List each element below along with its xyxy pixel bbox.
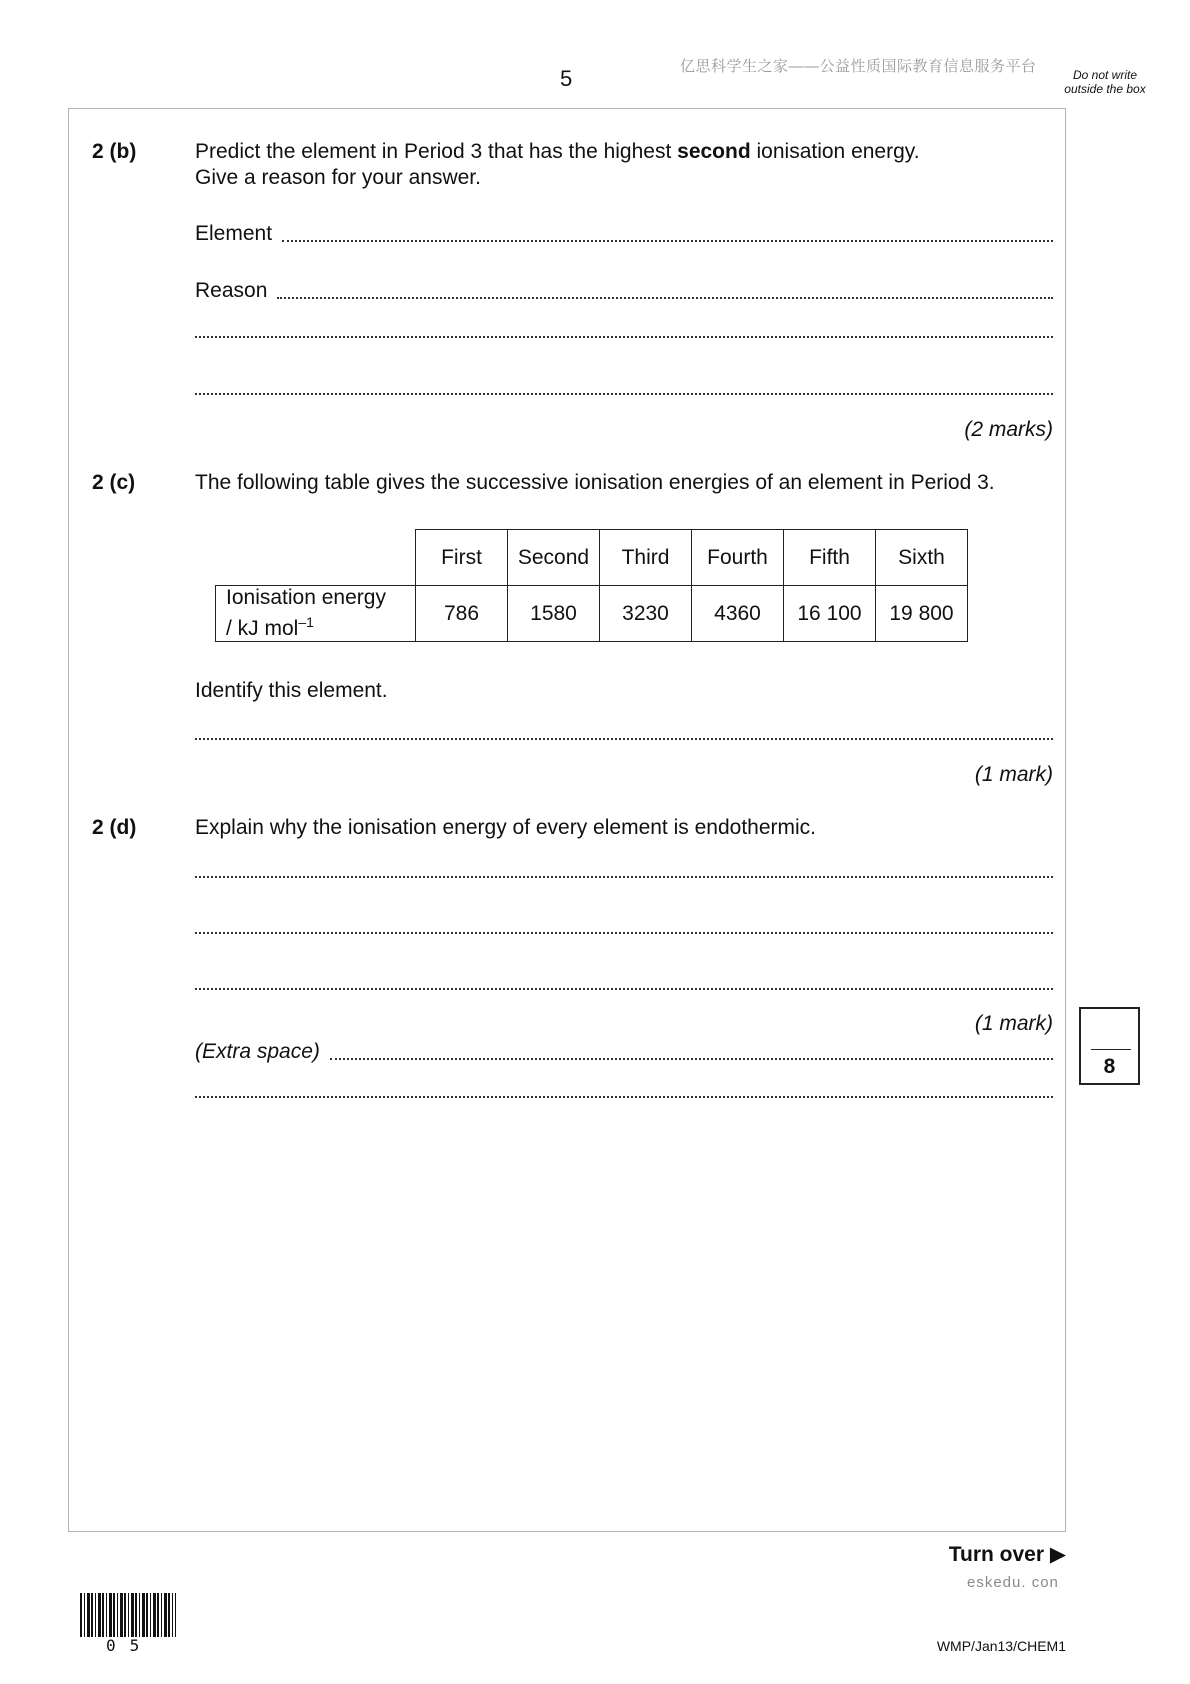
question-2c-prompt: Identify this element. [195,679,388,702]
answer-line[interactable] [195,393,1053,399]
table-header-row [216,530,968,586]
row-label-superscript: –1 [298,614,314,630]
dotted-line [277,297,1053,299]
watermark-text: 亿思科学生之家——公益性质国际教育信息服务平台 [680,58,1037,75]
dotted-line [195,393,1053,395]
site-watermark: eskedu. con [967,1574,1059,1591]
dotted-line [282,240,1053,242]
dotted-line [195,876,1053,878]
element-label: Element [195,222,273,245]
extra-space-line[interactable] [195,1040,1053,1064]
barcode-icon [80,1593,176,1637]
reason-answer-line[interactable] [195,279,1053,303]
question-number-2c: 2 (c) [92,471,136,494]
barcode-number: 05 [106,1636,154,1655]
table-header-cell: Fifth [784,530,876,586]
answer-line[interactable] [195,336,1053,342]
question-2d-text: Explain why the ionisation energy of every element is endothermic. [195,816,816,839]
dotted-line [195,932,1053,934]
answer-line[interactable] [195,1096,1053,1102]
dotted-line [195,988,1053,990]
score-total: 8 [1103,1055,1116,1078]
answer-line[interactable] [195,876,1053,882]
answer-line[interactable] [195,988,1053,994]
table-corner-cell [216,530,416,586]
extra-space-label: (Extra space) [195,1040,320,1063]
question-number-2b: 2 (b) [92,140,137,163]
score-box [1079,1007,1140,1085]
table-header-cell: Sixth [876,530,968,586]
answer-line[interactable] [195,932,1053,938]
table-cell: 3230 [600,586,692,642]
question-2c-text: The following table gives the successive ionisation energies of an element in Period 3. [195,471,995,494]
question-2b-text [195,139,920,165]
question-2b-bold-word: second [677,140,751,163]
table-header-cell: Fourth [692,530,784,586]
dotted-line [195,738,1053,740]
table-cell: 16 100 [784,586,876,642]
paper-code: WMP/Jan13/CHEM1 [936,1638,1066,1654]
marks-2c: (1 mark) [974,763,1053,786]
question-number-2d: 2 (d) [92,816,137,839]
table-cell: 1580 [508,586,600,642]
marks-2b: (2 marks) [964,418,1053,441]
answer-line[interactable] [195,738,1053,744]
dotted-line [330,1058,1053,1060]
question-2b-text-part: Predict the element in Period 3 that has the highest [195,140,678,163]
reason-label: Reason [195,279,268,302]
ionisation-energy-table [215,529,968,642]
margin-note: Do not write outside the box [1064,68,1146,96]
table-cell: 786 [416,586,508,642]
table-header-cell: Third [600,530,692,586]
page-number: 5 [560,66,573,91]
table-header-cell: First [416,530,508,586]
marks-2d: (1 mark) [974,1012,1053,1035]
table-row-label [216,586,416,642]
question-2b-line2: Give a reason for your answer. [195,166,481,189]
turn-over-label: Turn over ▶ [948,1543,1066,1566]
table-row [216,586,968,642]
element-answer-line[interactable] [195,222,1053,246]
dotted-line [195,336,1053,338]
table-header-cell: Second [508,530,600,586]
table-cell: 19 800 [876,586,968,642]
score-divider [1091,1049,1131,1050]
row-label-line: Ionisation energy [226,586,386,609]
row-label-unit: / kJ mol [226,617,299,640]
question-2b-text-part: ionisation energy. [750,140,920,163]
dotted-line [195,1096,1053,1098]
table-cell: 4360 [692,586,784,642]
